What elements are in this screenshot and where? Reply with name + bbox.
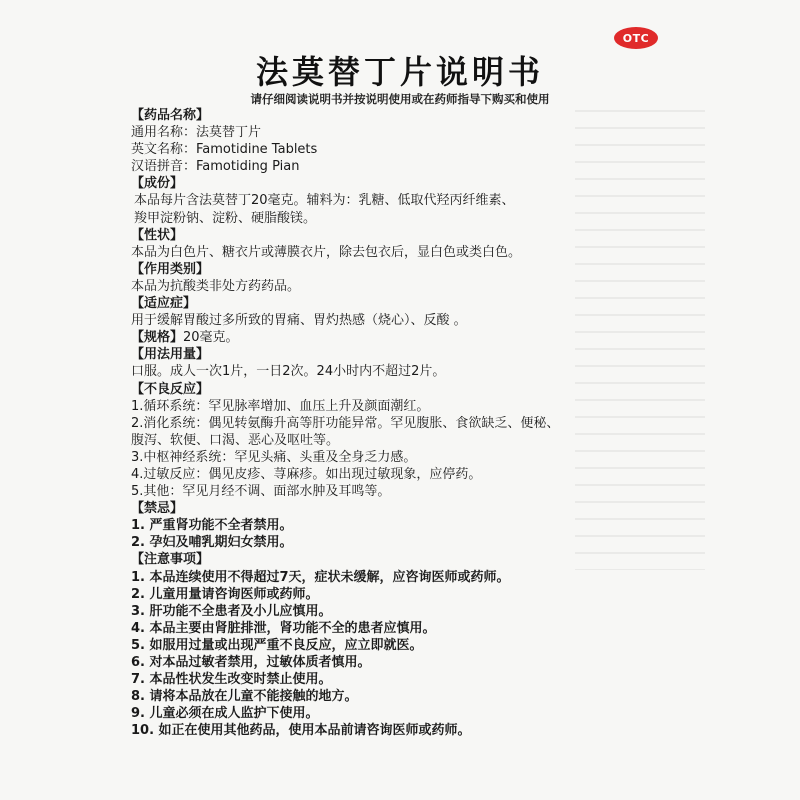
precaution-item: 1. 本品连续使用不得超过7天，症状未缓解，应咨询医师或药师。 bbox=[131, 569, 510, 585]
page-title: 法莫替丁片说明书 bbox=[255, 53, 544, 91]
pinyin-name-line: 汉语拼音：Famotiding Pian bbox=[131, 159, 300, 175]
leaflet-content bbox=[131, 107, 731, 739]
adverse-reaction-item: 4.过敏反应：偶见皮疹、荨麻疹。如出现过敏现象，应停药。 bbox=[131, 466, 482, 482]
section-heading-adverse-reactions: 【不良反应】 bbox=[131, 381, 210, 397]
precaution-item: 5. 如服用过量或出现严重不良反应，应立即就医。 bbox=[131, 637, 423, 653]
adverse-reaction-item: 5.其他：罕见月经不调、面部水肿及耳鸣等。 bbox=[131, 484, 391, 500]
precaution-item: 8. 请将本品放在儿童不能接触的地方。 bbox=[131, 689, 358, 705]
section-heading-indications: 【适应症】 bbox=[131, 296, 197, 312]
adverse-reaction-item: 1.循环系统：罕见脉率增加、血压上升及颜面潮红。 bbox=[131, 398, 430, 414]
indications-line: 用于缓解胃酸过多所致的胃痛、胃灼热感（烧心）、反酸 。 bbox=[131, 313, 467, 329]
precaution-item: 10. 如正在使用其他药品，使用本品前请咨询医师或药师。 bbox=[131, 723, 471, 739]
section-heading-drug-name: 【药品名称】 bbox=[131, 108, 210, 123]
category-line: 本品为抗酸类非处方药药品。 bbox=[131, 278, 301, 294]
composition-line: 本品每片含法莫替丁20毫克。辅料为：乳糖、低取代羟丙纤维素、 bbox=[134, 193, 515, 209]
composition-line: 羧甲淀粉钠、淀粉、硬脂酸镁。 bbox=[134, 210, 317, 226]
precaution-item: 3. 肝功能不全患者及小儿应慎用。 bbox=[131, 603, 332, 619]
specification-value: 20毫克。 bbox=[183, 330, 239, 346]
section-heading-description: 【性状】 bbox=[131, 227, 184, 243]
adverse-reaction-item: 腹泻、软便、口渴、恶心及呕吐等。 bbox=[131, 432, 340, 448]
specification-line bbox=[131, 329, 731, 346]
section-heading-precautions: 【注意事项】 bbox=[131, 552, 210, 568]
description-line: 本品为白色片、糖衣片或薄膜衣片，除去包衣后，显白色或类白色。 bbox=[131, 244, 522, 260]
precaution-item: 9. 儿童必须在成人监护下使用。 bbox=[131, 706, 319, 722]
section-heading-dosage: 【用法用量】 bbox=[131, 347, 210, 363]
section-heading-contraindications: 【禁忌】 bbox=[131, 501, 184, 517]
section-heading-specification: 【规格】 bbox=[131, 330, 184, 346]
contraindication-item: 1. 严重肾功能不全者禁用。 bbox=[131, 518, 293, 534]
section-heading-category: 【作用类别】 bbox=[131, 261, 210, 277]
adverse-reaction-item: 2.消化系统：偶见转氨酶升高等肝功能异常。罕见腹胀、食欲缺乏、便秘、 bbox=[131, 415, 560, 431]
contraindication-item: 2. 孕妇及哺乳期妇女禁用。 bbox=[131, 535, 293, 551]
precaution-item: 7. 本品性状发生改变时禁止使用。 bbox=[131, 672, 332, 688]
english-name-line: 英文名称：Famotidine Tablets bbox=[131, 142, 318, 158]
precaution-item: 6. 对本品过敏者禁用，过敏体质者慎用。 bbox=[131, 655, 371, 670]
dosage-line: 口服。成人一次1片，一日2次。24小时内不超过2片。 bbox=[131, 364, 446, 380]
adverse-reaction-item: 3.中枢神经系统：罕见头痛、头重及全身乏力感。 bbox=[131, 449, 417, 465]
otc-badge: OTC bbox=[614, 27, 658, 49]
generic-name-line: 通用名称：法莫替丁片 bbox=[131, 125, 262, 141]
page-subtitle: 请仔细阅读说明书并按说明使用或在药师指导下购买和使用 bbox=[250, 92, 550, 106]
precaution-item: 2. 儿童用量请咨询医师或药师。 bbox=[131, 586, 319, 602]
section-heading-composition: 【成份】 bbox=[131, 176, 184, 192]
precaution-item: 4. 本品主要由肾脏排泄，肾功能不全的患者应慎用。 bbox=[131, 620, 436, 636]
